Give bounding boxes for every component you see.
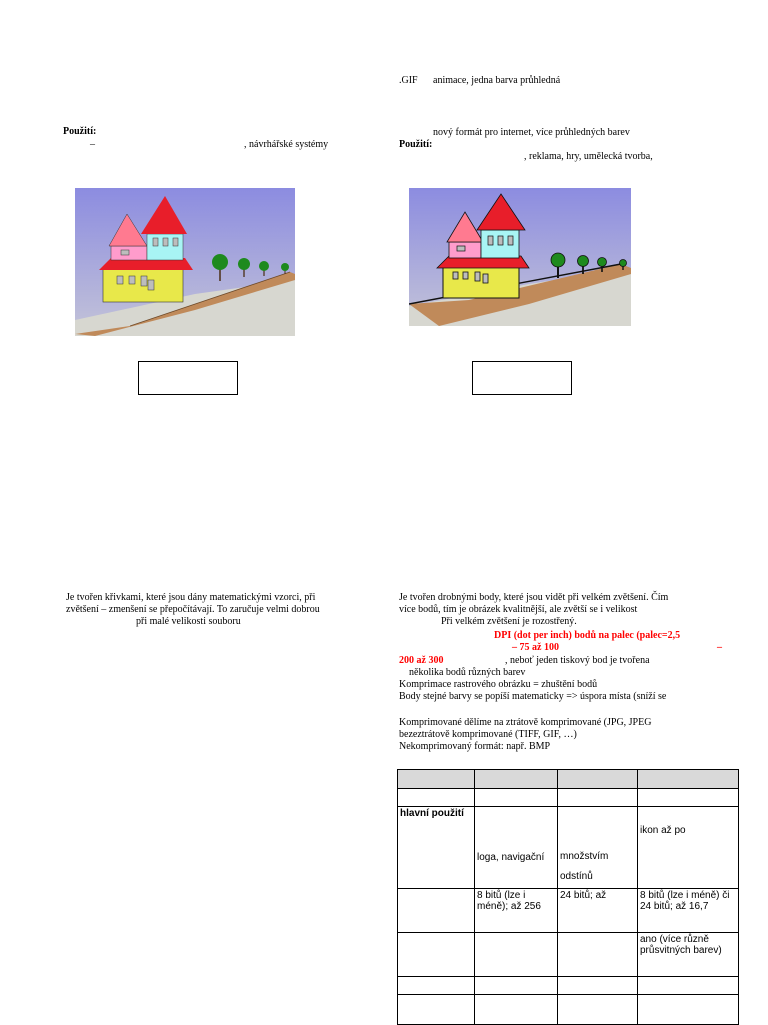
same-color-compression-line: Body stejné barvy se popíší matematicky => úspora místa (sníží se [399,691,667,702]
vector-caption-box [138,361,238,395]
col1-bits: 8 bitů (lze i méně); až 256 [475,889,558,933]
left-usage-label: Použití: [63,126,97,137]
left-usage-dash: – [90,139,95,150]
raster-desc-line-2: více bodů, tím je obrázek kvalitnější, ale zvětší se i velikost [399,604,638,615]
col2-bits: 24 bitů; až [558,889,638,933]
table-header-row [398,770,739,789]
col3-transparency: ano (více různě průsvitných barev) [638,933,739,977]
table-row-bits [398,889,739,933]
col2-main-use: množstvím odstínů [558,807,638,889]
table-row [398,789,739,807]
vector-desc-line-2: zvětšení – zmenšení se přepočítávají. To zaručuje velmi dobrou [66,604,320,615]
table-row-main-use [398,807,739,889]
table-row [398,977,739,995]
main-use-label: hlavní použití [398,807,475,889]
raster-desc-line-3: Při velkém zvětšení je rozostřený. [441,616,577,627]
raster-desc-line-1: Je tvořen drobnými body, které jsou vidět při velkém zvětšení. Čím [399,592,669,603]
right-usage-text: , reklama, hry, umělecká tvorba, [524,151,653,162]
left-usage-text: , návrhářské systémy [244,139,329,150]
print-dot-explanation: , neboť jeden tiskový bod je tvořena [505,655,650,666]
table-header-cell [638,770,739,789]
format-comparison-table [397,769,739,1025]
raster-compression-line: Komprimace rastrového obrázku = zhuštění bodů [399,679,598,690]
png-format-description: nový formát pro internet, více průhledných barev [433,127,630,138]
vector-desc-line-1: Je tvořen křivkami, které jsou dány matematickými vzorci, při [66,592,316,603]
col3-bits: 8 bitů (lze i méně) či 24 bitů; až 16,7 [638,889,739,933]
col3-main-use: ikon až po [638,807,739,889]
table-row-transparency [398,933,739,977]
vector-desc-line-3: při malé velikosti souboru [136,616,241,627]
right-usage-label: Použití: [399,139,433,150]
raster-caption-box [472,361,572,395]
gif-format-description: animace, jedna barva průhledná [433,75,561,86]
uncompressed-format-line: Nekomprimovaný formát: např. BMP [399,741,551,752]
dpi-print-range: 200 až 300 [399,655,444,666]
vector-house-illustration [75,188,295,336]
lossy-compression-line: Komprimované dělíme na ztrátově komprimované (JPG, JPEG [399,717,652,728]
dpi-screen-range: – 75 až 100 [512,642,559,653]
table-row [398,995,739,1025]
print-dot-explanation-2: několika bodů různých barev [409,667,526,678]
gif-format-prefix: .GIF [399,75,418,86]
table-header-cell [475,770,558,789]
table-header-cell [558,770,638,789]
lossless-compression-line: bezeztrátově komprimované (TIFF, GIF, …) [399,729,577,740]
col1-main-use: loga, navigační [475,807,558,889]
table-header-cell [398,770,475,789]
dpi-dash: – [717,642,722,653]
raster-house-illustration [409,188,631,326]
dpi-definition: DPI (dot per inch) bodů na palec (palec=2,5 [494,630,681,641]
